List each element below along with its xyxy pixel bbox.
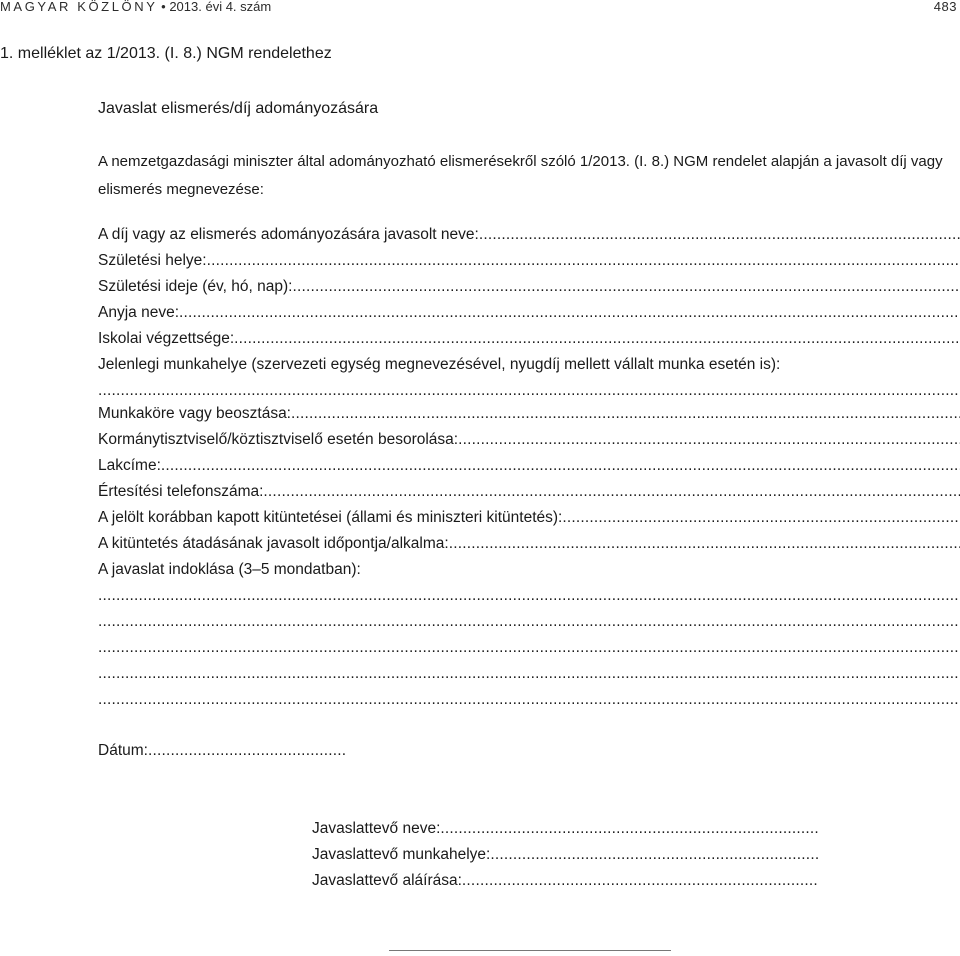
fill-line: [98, 586, 960, 606]
field-label: Iskolai végzettsége:: [98, 330, 235, 347]
field-label: Születési ideje (év, hó, nap):: [98, 278, 293, 295]
field-phone: [98, 482, 960, 502]
field-date: [98, 741, 346, 761]
fill-line: [98, 612, 960, 632]
fill-line: [462, 871, 818, 891]
field-label: Lakcíme:: [98, 457, 161, 474]
fill-line: [479, 225, 960, 245]
field-label: A jelölt korábban kapott kitüntetései (állami és miniszteri kitüntetés):: [98, 509, 563, 526]
field-prior-awards: [98, 508, 960, 528]
justification-line: [98, 612, 960, 632]
field-proposer-workplace: [312, 845, 818, 865]
field-label: Születési helye:: [98, 252, 207, 269]
fill-line: [98, 381, 960, 401]
fill-line: [458, 430, 960, 450]
intro-paragraph: A nemzetgazdasági miniszter által adományozható elismerésekről szóló 1/2013. (I. 8.) NGM rendelet alapján a javasolt díj vagy elismerés megnevezése:: [98, 153, 943, 198]
field-label: Javaslattevő neve:: [312, 820, 441, 837]
field-label: Jelenlegi munkahelye (szervezeti egység megnevezésével, nyugdíj mellett vállalt munka esetén is):: [98, 356, 781, 373]
fill-line: [562, 508, 960, 528]
field-label: Javaslattevő munkahelye:: [312, 846, 491, 863]
journal-name: MAGYAR KÖZLÖNY: [0, 0, 158, 14]
fill-line: [207, 251, 960, 271]
field-label: Kormánytisztviselő/köztisztviselő esetén besorolása:: [98, 431, 459, 448]
footer-rule: [389, 950, 671, 951]
field-workplace-continued: [98, 381, 960, 401]
issue-label: 2013. évi 4. szám: [169, 0, 272, 14]
fill-line: [161, 456, 960, 476]
field-label: Dátum:: [98, 742, 148, 759]
form-title: Javaslat elismerés/díj adományozására: [98, 100, 379, 117]
field-label: A javaslat indoklása (3–5 mondatban):: [98, 561, 361, 578]
fill-line: [98, 690, 960, 710]
fill-line: [98, 638, 960, 658]
field-position: [98, 404, 960, 424]
field-address: [98, 456, 960, 476]
field-label: Anyja neve:: [98, 304, 179, 321]
fill-line: [263, 482, 960, 502]
annex-title: 1. melléklet az 1/2013. (I. 8.) NGM rendelethez: [0, 45, 332, 62]
field-education: [98, 329, 960, 349]
field-label: Értesítési telefonszáma:: [98, 483, 264, 500]
field-mother-name: [98, 303, 960, 323]
field-birth-date: [98, 277, 960, 297]
field-workplace: [98, 355, 960, 375]
field-label: A díj vagy az elismerés adományozására javasolt neve:: [98, 226, 479, 243]
fill-line: [179, 303, 960, 323]
field-ceremony-date: [98, 534, 960, 554]
fill-line: [292, 277, 960, 297]
justification-line: [98, 586, 960, 606]
field-label: Javaslattevő aláírása:: [312, 872, 462, 889]
fill-line: [490, 845, 818, 865]
justification-line: [98, 664, 960, 684]
header-bullet: •: [161, 0, 166, 14]
field-birth-place: [98, 251, 960, 271]
fill-line: [234, 329, 960, 349]
field-proposer-name: [312, 819, 818, 839]
justification-line: [98, 690, 960, 710]
fill-line: [291, 404, 960, 424]
fill-line: [98, 664, 960, 684]
fill-line: [449, 534, 960, 554]
field-label: A kitüntetés átadásának javasolt időpontja/alkalma:: [98, 535, 449, 552]
field-classification: [98, 430, 960, 450]
fill-line: [148, 741, 346, 761]
field-label: Munkaköre vagy beosztása:: [98, 405, 291, 422]
field-justification: [98, 560, 960, 580]
running-header: [0, 0, 960, 14]
field-proposer-signature: [312, 871, 818, 891]
page-number: 483: [933, 0, 957, 14]
justification-line: [98, 638, 960, 658]
fill-line: [440, 819, 818, 839]
field-nominee-name: [98, 225, 960, 245]
